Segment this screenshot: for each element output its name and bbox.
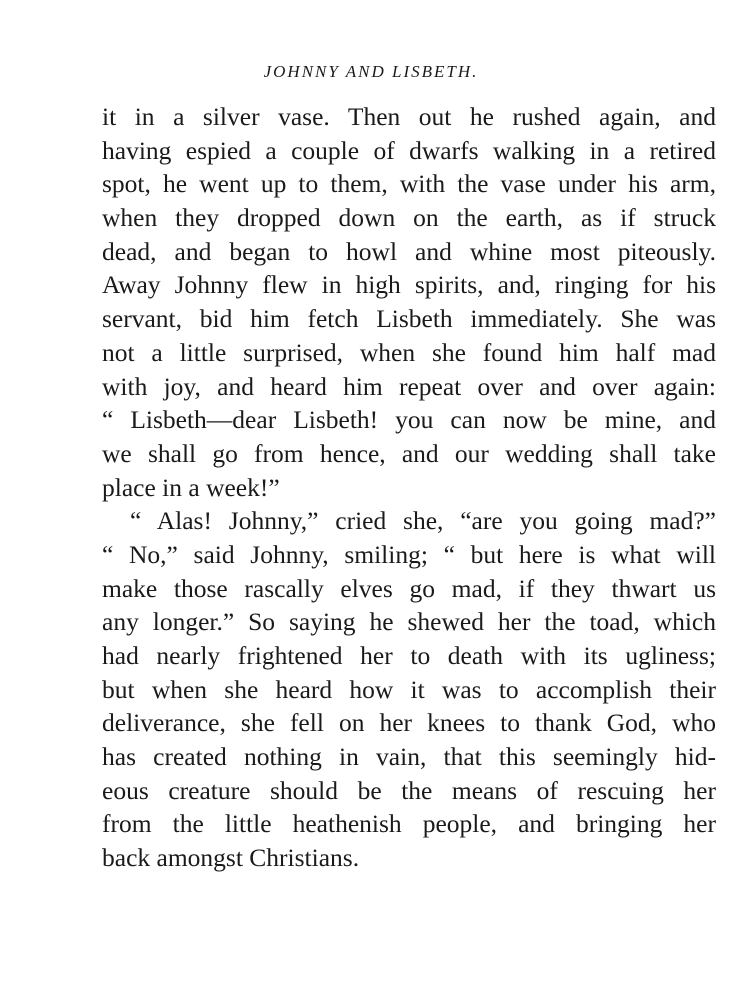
text-line: deliverance, she fell on her knees to thank God, who <box>102 708 716 738</box>
text-line: but when she heard how it was to accomplish their <box>102 674 716 704</box>
text-line: with joy, and heard him repeat over and over again: <box>102 371 716 401</box>
text-line: spot, he went up to them, with the vase under his arm, <box>102 169 716 199</box>
text-line: servant, bid him fetch Lisbeth immediately. She was <box>102 304 716 334</box>
text-line: it in a silver vase. Then out he rushed again, and <box>102 102 716 131</box>
text-line: has created nothing in vain, that this seemingly hid- <box>102 742 716 772</box>
body-text <box>102 100 716 875</box>
text-line: having espied a couple of dwarfs walking in a retired <box>102 135 716 165</box>
text-line: we shall go from hence, and our wedding shall take <box>102 438 716 468</box>
text-line: any longer.” So saying he shewed her the toad, which <box>102 607 716 637</box>
text-line: dead, and began to howl and whine most piteously. <box>102 236 716 266</box>
running-head: JOHNNY AND LISBETH. <box>263 62 479 81</box>
text-line: had nearly frightened her to death with its ugliness; <box>102 641 716 670</box>
text-line: “ No,” said Johnny, smiling; “ but here is what will <box>102 539 716 569</box>
text-line: Away Johnny flew in high spirits, and, ringing for his <box>102 270 716 300</box>
text-line: “ Lisbeth—dear Lisbeth! you can now be mine, and <box>102 405 716 435</box>
text-line: make those rascally elves go mad, if they thwart us <box>102 573 716 603</box>
text-line: from the little heathenish people, and bringing her <box>102 809 716 839</box>
text-line: when they dropped down on the earth, as if struck <box>102 203 716 233</box>
text-line: back amongst Christians. <box>102 843 360 873</box>
text-line: not a little surprised, when she found him half mad <box>102 337 716 367</box>
text-line: eous creature should be the means of rescuing her <box>102 775 716 805</box>
text-line: “ Alas! Johnny,” cried she, “are you going mad?” <box>130 506 716 536</box>
text-line: place in a week!” <box>102 472 280 502</box>
